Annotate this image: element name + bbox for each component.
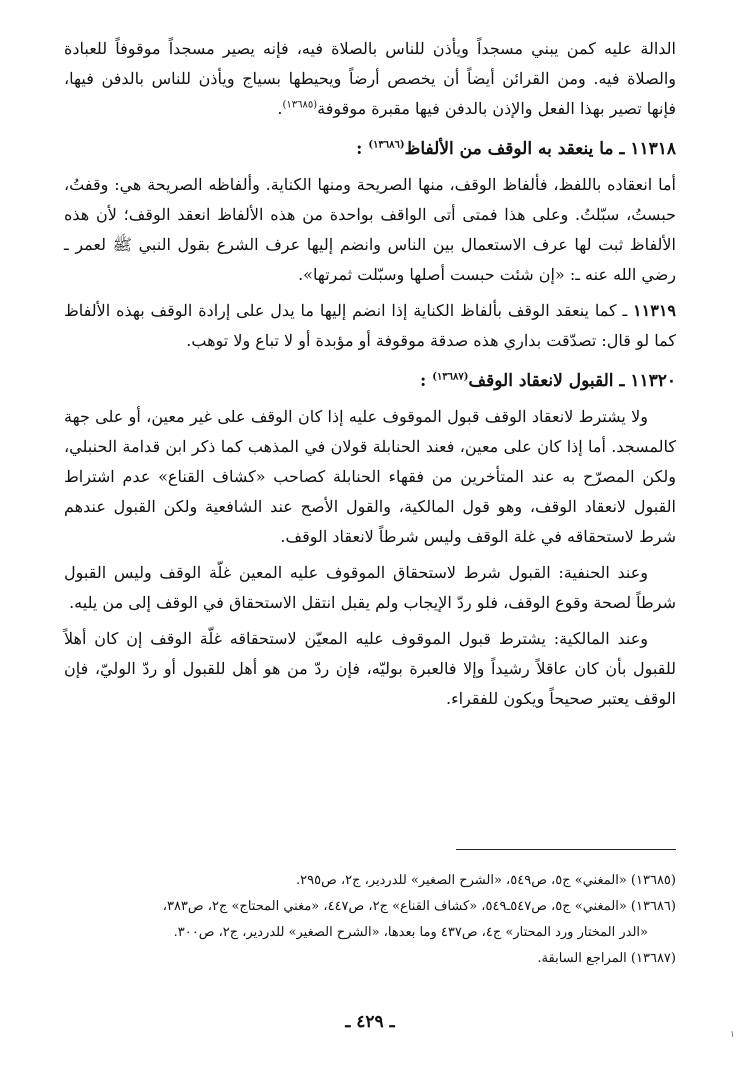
corner-mark: ١	[730, 1030, 735, 1040]
footnote-13686-continued: «الدر المختار ورد المحتار» ج٤، ص٤٣٧ وما بعدها، «الشرح الصغير» للدردير، ج٢، ص٣٠٠.	[173, 925, 648, 940]
section-number: ١١٣١٩	[633, 301, 677, 320]
section-heading-1318	[64, 134, 676, 164]
section-1319	[64, 296, 676, 356]
footnote-ref: (١٣٦٨٥)	[282, 99, 318, 111]
section-number: ١١٣١٨	[630, 139, 676, 159]
paragraph-text: الدالة عليه كمن يبني مسجداً ويأذن للناس بالصلاة فيه، فإنه يصير مسجداً موقوفاً للعبادة والصلاة فيه. ومن القرائن أيضاً أن يخصص أرضاً ويحيطها بسياج ويأذن للناس بالدفن فيها، فإنها تصير بهذا الفعل والإذن بالدفن فيها مقبرة موقوفة	[64, 39, 676, 118]
heading-colon: :	[356, 139, 363, 159]
section-title: ـ ما ينعقد به الوقف من الألفاظ	[404, 139, 625, 159]
footnote-13685: (١٣٦٨٥) «المغني» ج٥، ص٥٤٩، «الشرح الصغير» للدردير، ج٢، ص٢٩٥.	[296, 873, 676, 888]
heading-colon: :	[420, 371, 427, 391]
footnote-13687: (١٣٦٨٧) المراجع السابقة.	[537, 951, 676, 966]
paragraph-continuation: الدالة عليه كمن يبني مسجداً ويأذن للناس بالصلاة فيه، فإنه يصير مسجداً موقوفاً للعبادة والصلاة فيه. ومن القرائن أيضاً أن يخصص أرضاً ويحيطها بسياج ويأذن للناس بالدفن فيها، فإنها تصير بهذا الفعل والإذن بالدفن فيها مقبرة موقوفة$^{(١٣٦٨٥)}$.	[64, 39, 676, 118]
document-page	[64, 34, 676, 1054]
paragraph-maliki: وعند المالكية: يشترط قبول الموقوف عليه المعيّن لاستحقاقه غلّة الوقف إن كان أهلاً للقبول بأن كان عاقلاً رشيداً وإلا فالعبرة بوليّه، فإن ردّ من هو أهل للقبول أو ردّ الوليّ، فإن الوقف يعتبر صحيحاً ويكون للفقراء.	[64, 629, 676, 708]
page-number: ـ ٤٢٩ ـ	[345, 1012, 395, 1032]
footnote-ref: (١٣٦٨٦)	[368, 139, 405, 151]
paragraph-hanafi: وعند الحنفية: القبول شرط لاستحقاق الموقوف عليه المعين غلّة الوقف وليس القبول شرطاً لصحة وقوع الوقف، فلو ردّ الإيجاب ولم يقبل انتقل الاستحقاق في الوقف إلى من يليه.	[64, 563, 676, 612]
footnote-separator	[456, 849, 676, 850]
paragraph-text: ـ كما ينعقد الوقف بألفاظ الكناية إذا انضم إليها ما يدل على إرادة الوقف بهذه الألفاظ كما لو قال: تصدّقت بداري هذه صدقة موقوفة أو مؤبدة أو لا تباع ولا توهب.	[64, 301, 676, 350]
footnote-ref: (١٣٦٨٧)	[432, 371, 469, 383]
section-number: ١١٣٢٠	[630, 371, 676, 391]
paragraph-wording: أما انعقاده باللفظ، فألفاظ الوقف، منها الصريحة ومنها الكناية. وألفاظه الصريحة هي: وقفتُ، حبستُ، سبّلتُ. وعلى هذا فمتى أتى الواقف بواحدة من هذه الألفاظ انعقد الوقف؛ لأن هذه الألفاظ ثبت لها عرف الاستعمال بين الناس وانضم إليها عرف الشرع بقول النبي ﷺ لعمر ـ رضي الله عنه ـ: «إن شئت حبست أصلها وسبّلت ثمرتها».	[64, 175, 676, 284]
section-title: ـ القبول لانعقاد الوقف	[468, 371, 625, 391]
section-heading-1320	[64, 366, 676, 396]
paragraph-acceptance: ولا يشترط لانعقاد الوقف قبول الموقوف عليه إذا كان الوقف على غير معين، أو على جهة كالمسجد. أما إذا كان على معين، فعند الحنابلة قولان في المذهب كما ذكر ابن قدامة الحنبلي، ولكن المصرّح به عند المتأخرين من فقهاء الحنابلة كصاحب «كشاف القناع» عدم اشتراط القبول لانعقاد الوقف، وهو قول المالكية، والقول الأصح عند الشافعية ولكن القبول عندهم شرط لاستحقاقه في غلة الوقف وليس شرطاً لانعقاد الوقف.	[64, 407, 677, 546]
footnote-13686: (١٣٦٨٦) «المغني» ج٥، ص٥٤٧ـ٥٤٩، «كشاف القناع» ج٢، ص٤٤٧، «مغني المحتاج» ج٢، ص٣٨٣،	[162, 899, 676, 914]
footnotes	[64, 869, 676, 973]
